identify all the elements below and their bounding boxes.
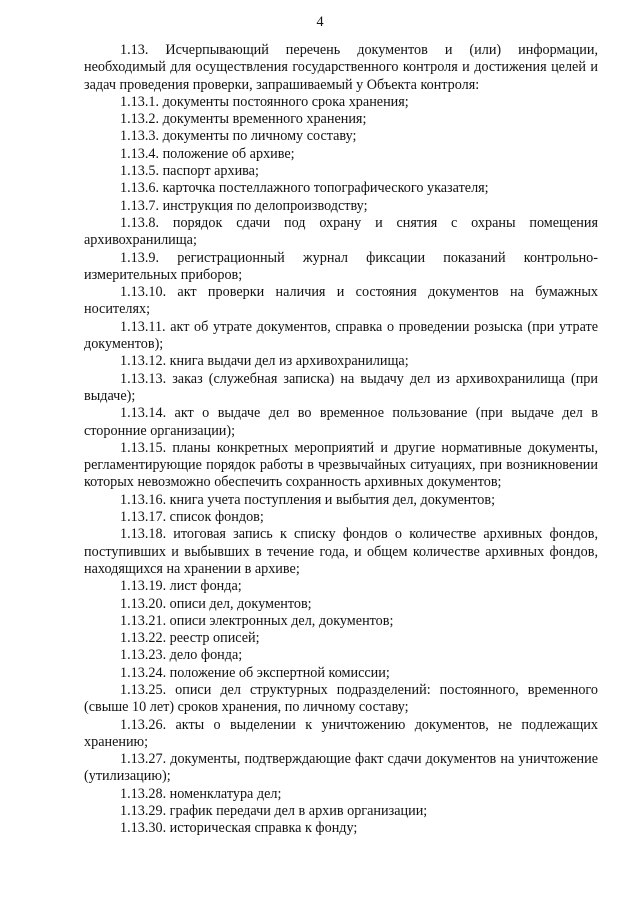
list-item: 1.13.28. номенклатура дел;: [120, 785, 282, 802]
list-item: 1.13.26. акты о выделении к уничтожению документов, не подлежащих хранению;: [84, 716, 598, 750]
list-item: 1.13.4. положение об архиве;: [120, 145, 295, 162]
list-item: 1.13.3. документы по личному составу;: [120, 128, 357, 145]
list-item: 1.13.16. книга учета поступления и выбытия дел, документов;: [120, 491, 496, 508]
list-item: 1.13.9. регистрационный журнал фиксации показаний контрольно-измерительных приборов;: [84, 249, 598, 283]
list-item: 1.13.18. итоговая запись к списку фондов о количестве архивных фондов, поступивших и выбывших в течение года, и общем количестве архивных фондов, находящихся на хранении в архиве;: [84, 526, 598, 577]
list-item: 1.13.19. лист фонда;: [120, 578, 242, 595]
list-item: 1.13.8. порядок сдачи под охрану и снятия с охраны помещения архивохранилища;: [84, 214, 598, 249]
list-item: 1.13.11. акт об утрате документов, справка о проведении розыска (при утрате документов);: [84, 318, 598, 353]
list-item: 1.13.13. заказ (служебная записка) на выдачу дел из архивохранилища (при выдаче);: [84, 370, 598, 404]
list-item: 1.13.10. акт проверки наличия и состояния документов на бумажных носителях;: [84, 284, 598, 318]
list-item: 1.13.29. график передачи дел в архив организации;: [120, 803, 428, 820]
list-item: 1.13.25. описи дел структурных подразделений: постоянного, временного (свыше 10 лет) сроков хранения, по личному составу;: [84, 681, 598, 716]
list-item: 1.13.7. инструкция по делопроизводству;: [120, 197, 368, 214]
list-item: 1.13.24. положение об экспертной комиссии;: [120, 664, 390, 681]
list-item: 1.13.22. реестр описей;: [120, 630, 260, 647]
list-item: 1.13.14. акт о выдаче дел во временное пользование (при выдаче дел в сторонние организации);: [84, 405, 598, 439]
page-number: 4: [316, 14, 324, 30]
list-item: 1.13.30. историческая справка к фонду;: [120, 820, 358, 837]
list-item: 1.13.6. карточка постеллажного топографического указателя;: [120, 180, 489, 197]
list-item: 1.13.1. документы постоянного срока хранения;: [120, 93, 409, 110]
list-item: 1.13.23. дело фонда;: [120, 647, 243, 664]
list-item: 1.13.17. список фондов;: [120, 509, 264, 526]
list-item: 1.13.27. документы, подтверждающие факт сдачи документов на уничтожение (утилизацию);: [84, 751, 598, 785]
document-body: [84, 42, 598, 838]
list-item: 1.13.20. описи дел, документов;: [120, 595, 312, 612]
list-item: 1.13.21. описи электронных дел, документов;: [120, 612, 394, 629]
paragraph-1-13: 1.13. Исчерпывающий перечень документов и (или) информации, необходимый для осуществления государственного контроля и достижения целей и задач проведения проверки, запрашиваемый у Объекта контроля:: [84, 42, 598, 93]
list-item: 1.13.15. планы конкретных мероприятий и другие нормативные документы, регламентирующие порядок работы в чрезвычайных ситуациях, при возникновении которых невозможно обеспечить сохранность архивных документов;: [84, 439, 598, 491]
list-item: 1.13.12. книга выдачи дел из архивохранилища;: [120, 353, 409, 370]
list-item: 1.13.2. документы временного хранения;: [120, 111, 367, 128]
list-item: 1.13.5. паспорт архива;: [120, 163, 259, 180]
